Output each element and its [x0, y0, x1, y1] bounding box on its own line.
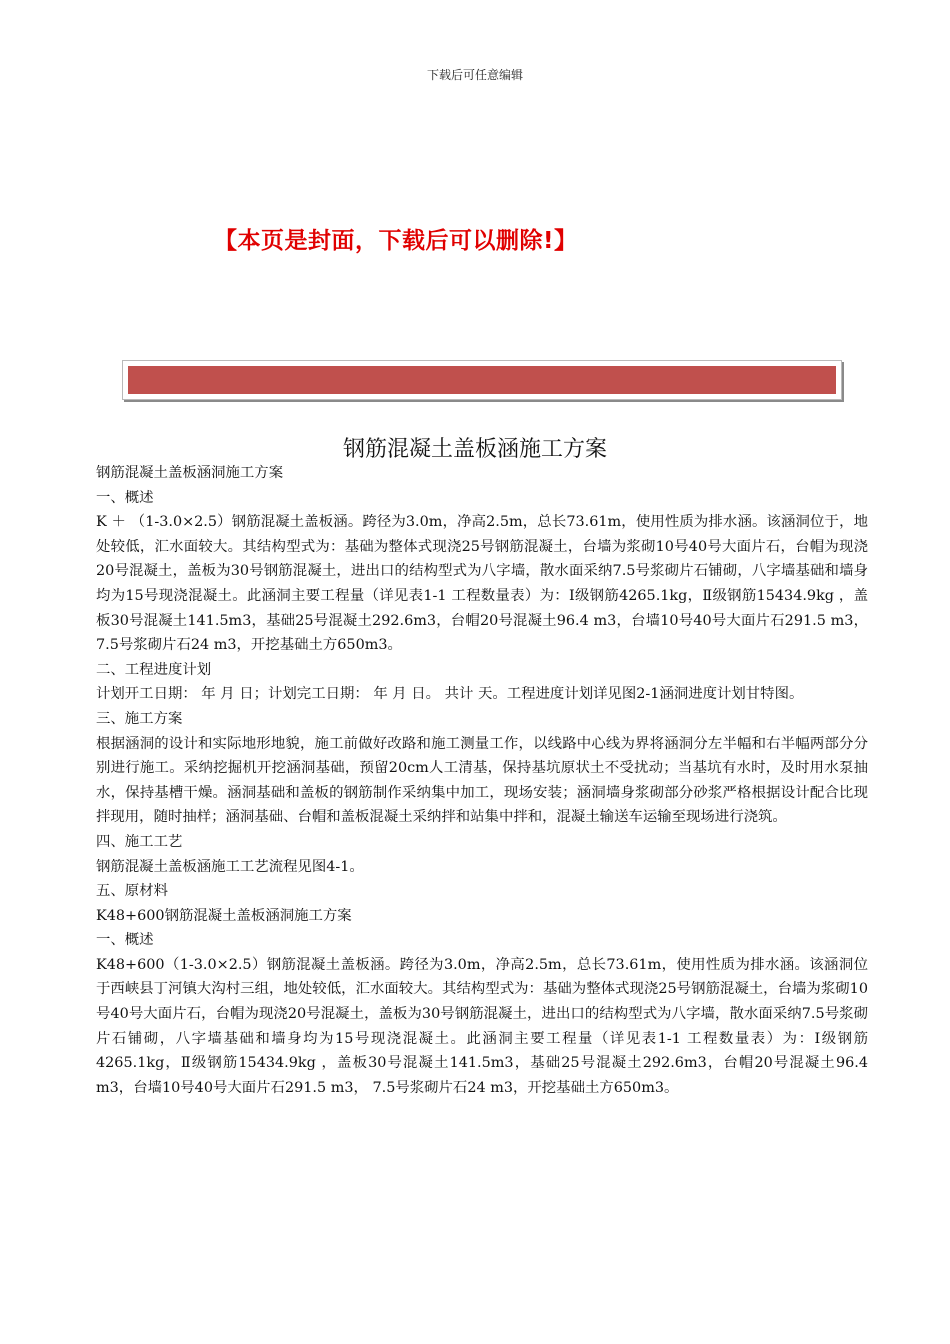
section-heading-materials: 五、原材料: [96, 883, 168, 900]
section-heading-schedule: 二、工程进度计划: [96, 661, 212, 678]
section-heading-plan: 三、施工方案: [96, 710, 183, 727]
paragraph-subtitle: 钢筋混凝土盖板涵洞施工方案: [96, 465, 284, 481]
section-heading-overview: 一、概述: [96, 489, 154, 506]
decorative-banner: [122, 360, 842, 400]
paragraph-subtitle-2: K48+600钢筋混凝土盖板涵洞施工方案: [96, 907, 352, 924]
section-heading-overview-2: 一、概述: [96, 932, 154, 949]
banner-fill: [128, 366, 836, 394]
section-heading-process: 四、施工工艺: [96, 833, 183, 850]
cover-notice: 【本页是封面，下载后可以删除!】: [214, 228, 578, 254]
document-title: 钢筋混凝土盖板涵施工方案: [342, 437, 607, 462]
document-body: [96, 461, 868, 1100]
paragraph-overview-2: K48+600（1-3.0×2.5）钢筋混凝土盖板涵。跨径为3.0m，净高2.5m，总长73.61m，使用性质为排水涵。该涵洞位于西峡县丁河镇大沟村三组，地处较低，汇水面较大。其结构型式为：基础为整体式现浇25号钢筋混凝土，台墙为浆砌10号40号大面片石，台帽为现浇20号混凝土，盖板为30号钢筋混凝土，进出口的结构型式为八字墙，散水面采纳7.5号浆砌片石铺砌，八字墙基础和墙身均为15号现浇混凝土。此涵洞主要工程量（详见表1-1 工程数量表）为：Ⅰ级钢筋4265.1kg，Ⅱ级钢筋15434.9kg ，盖板30号混凝土141.5m3，基础25号混凝土292.6m3，台帽20号混凝土96.4 m3，台墙10号40号大面片石291.5 m3， 7.5号浆砌片石24 m3，开挖基础土方650m3。: [96, 956, 868, 1096]
paragraph-overview: K ＋ （1-3.0×2.5）钢筋混凝土盖板涵。跨径为3.0m，净高2.5m，总长73.61m，使用性质为排水涵。该涵洞位于，地处较低，汇水面较大。其结构型式为：基础为整体式现浇25号钢筋混凝土，台墙为浆砌10号40号大面片石，台帽为现浇20号混凝土，盖板为30号钢筋混凝土，进出口的结构型式为八字墙，散水面采纳7.5号浆砌片石铺砌，八字墙基础和墙身均为15号现浇混凝土。此涵洞主要工程量（详见表1-1 工程数量表）为：Ⅰ级钢筋4265.1kg，Ⅱ级钢筋15434.9kg ，盖板30号混凝土141.5m3，基础25号混凝土292.6m3，台帽20号混凝土96.4 m3，台墙10号40号大面片石291.5 m3， 7.5号浆砌片石24 m3，开挖基础土方650m3。: [96, 514, 868, 654]
page-header-note: 下载后可任意编辑: [426, 68, 523, 82]
paragraph-schedule: 计划开工日期： 年 月 日；计划完工日期： 年 月 日。 共计 天。工程进度计划详见图2-1涵洞进度计划甘特图。: [96, 686, 804, 703]
paragraph-process: 钢筋混凝土盖板涵施工工艺流程见图4-1。: [96, 858, 364, 875]
paragraph-plan: 根据涵洞的设计和实际地形地貌，施工前做好改路和施工测量工作，以线路中心线为界将涵洞分左半幅和右半幅两部分分别进行施工。采纳挖掘机开挖涵洞基础，预留20cm人工清基，保持基坑原状土不受扰动；当基坑有水时，及时用水泵抽水，保持基槽干燥。涵洞基础和盖板的钢筋制作采纳集中加工，现场安装；涵洞墙身浆砌部分砂浆严格根据设计配合比现拌现用，随时抽样；涵洞基础、台帽和盖板混凝土采纳拌和站集中拌和，混凝土输送车运输至现场进行浇筑。: [96, 735, 868, 826]
